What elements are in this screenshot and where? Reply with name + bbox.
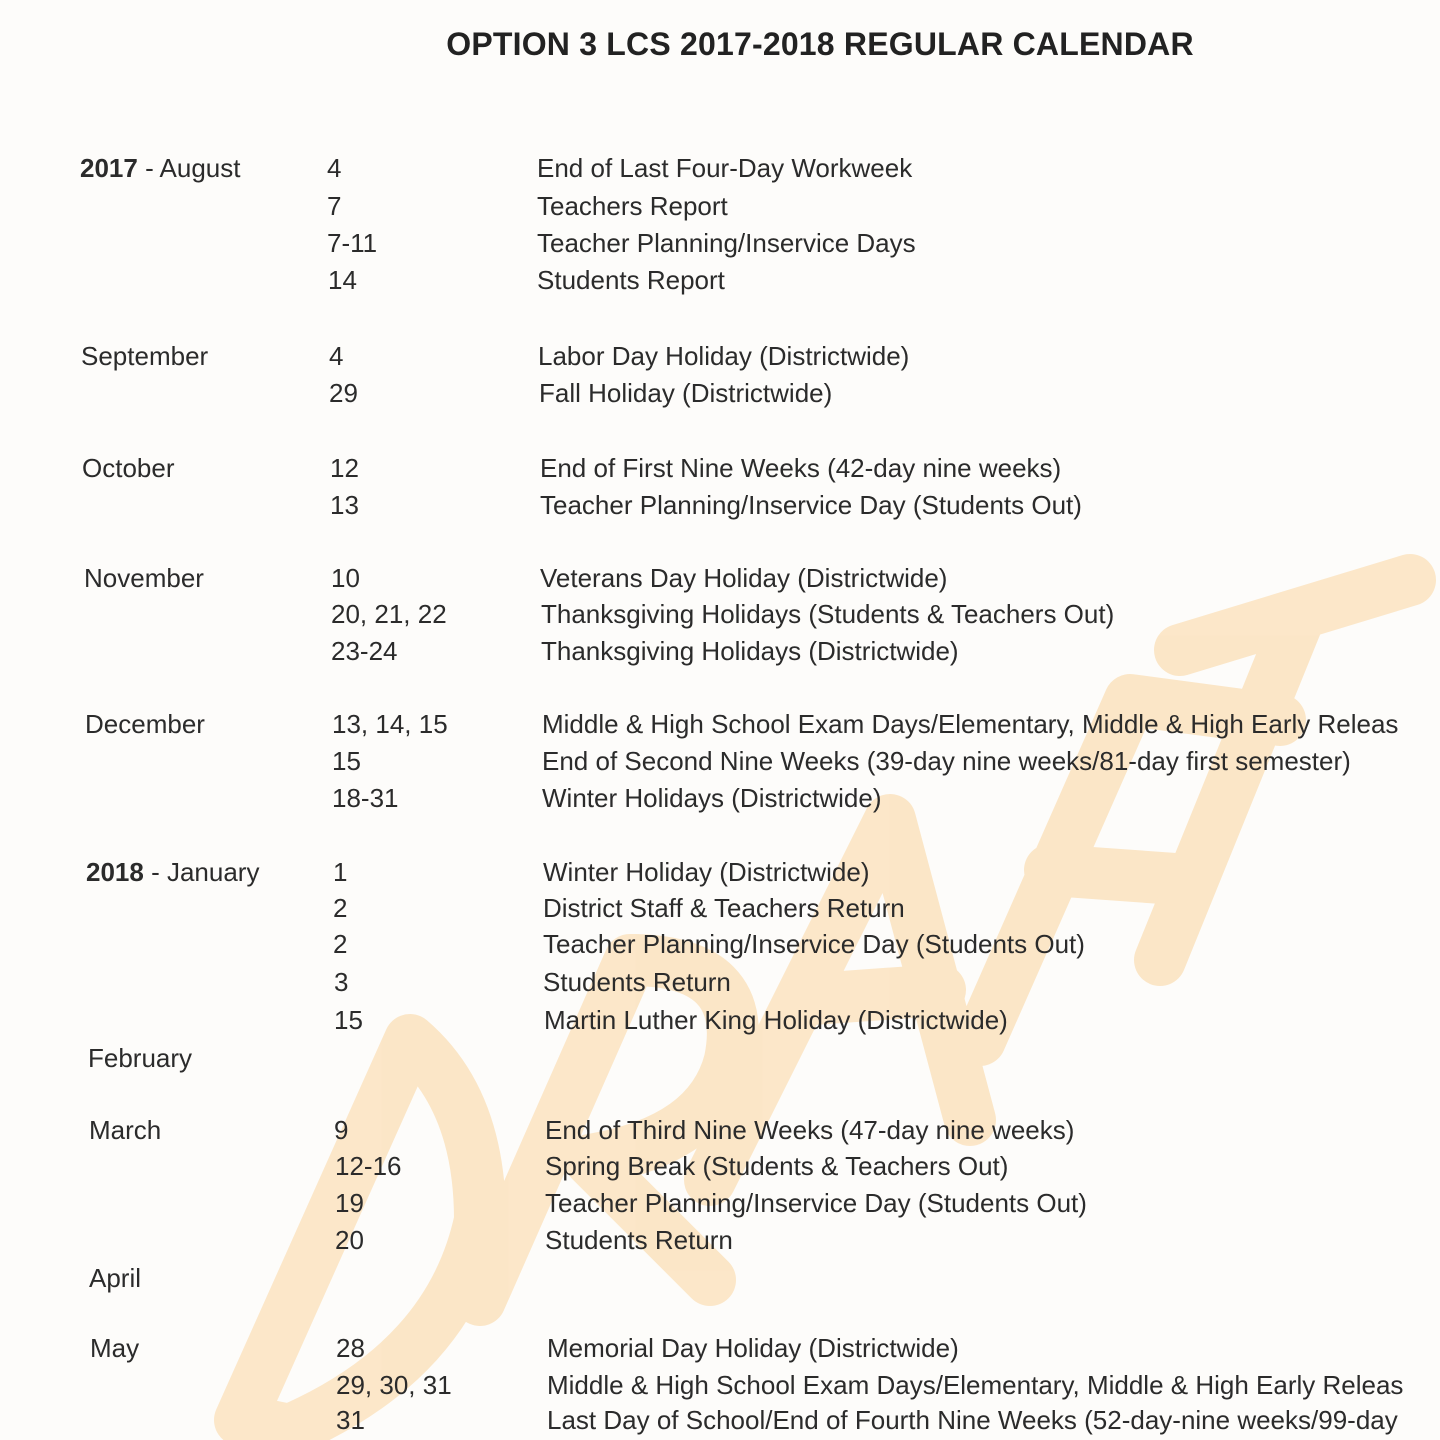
month-label	[81, 338, 321, 374]
event-date: 15	[332, 746, 361, 776]
event-description: Students Return	[545, 1225, 733, 1255]
event-date: 4	[329, 341, 344, 371]
calendar-row	[0, 1330, 1440, 1366]
event-description: Winter Holiday (Districtwide)	[543, 857, 870, 887]
calendar-row	[0, 1402, 1440, 1438]
event-description: Winter Holidays (Districtwide)	[542, 783, 882, 813]
event-description: Martin Luther King Holiday (Districtwide)	[544, 1005, 1008, 1035]
calendar-row	[0, 1185, 1440, 1221]
event-date: 29	[329, 378, 358, 408]
calendar-row	[0, 225, 1440, 261]
calendar-row	[0, 706, 1440, 742]
year-label: 2018	[86, 857, 144, 887]
event-date: 2	[333, 929, 348, 959]
event-description: Middle & High School Exam Days/Elementary, Middle & High Early Releas	[542, 709, 1399, 739]
month-name: January	[166, 857, 260, 887]
calendar-row	[0, 854, 1440, 890]
month-name: August	[159, 153, 241, 183]
event-date: 9	[334, 1115, 349, 1145]
event-date: 3	[334, 967, 349, 997]
calendar-row	[0, 1222, 1440, 1258]
event-description: Middle & High School Exam Days/Elementary, Middle & High Early Releas	[547, 1370, 1404, 1400]
event-date: 4	[327, 153, 342, 183]
event-description: Thanksgiving Holidays (Districtwide)	[541, 636, 959, 666]
month-label	[89, 1260, 329, 1296]
event-description: End of First Nine Weeks (42-day nine weeks)	[540, 453, 1062, 483]
event-date: 18-31	[332, 783, 399, 813]
calendar-row	[0, 1002, 1440, 1038]
event-description: Memorial Day Holiday (Districtwide)	[547, 1333, 959, 1363]
event-date: 19	[335, 1188, 364, 1218]
calendar-row	[0, 188, 1440, 224]
event-date: 20, 21, 22	[331, 599, 447, 629]
month-name: April	[89, 1263, 142, 1293]
event-date: 28	[336, 1333, 365, 1363]
month-name: March	[89, 1115, 162, 1145]
calendar-row	[0, 560, 1440, 596]
calendar-row	[0, 743, 1440, 779]
event-date: 29, 30, 31	[336, 1370, 452, 1400]
calendar-row	[0, 1367, 1440, 1403]
calendar-row	[0, 487, 1440, 523]
event-date: 12	[330, 453, 359, 483]
event-date: 31	[336, 1405, 365, 1435]
event-date: 15	[334, 1005, 363, 1035]
event-description: Students Return	[543, 967, 731, 997]
event-description: End of Last Four-Day Workweek	[537, 153, 913, 183]
month-name: November	[84, 563, 204, 593]
event-date: 12-16	[335, 1151, 402, 1181]
month-name: October	[82, 453, 175, 483]
calendar-row	[0, 1112, 1440, 1148]
event-date: 1	[333, 857, 348, 887]
calendar-row	[0, 1260, 1440, 1296]
event-description: Thanksgiving Holidays (Students & Teachers Out)	[541, 599, 1115, 629]
event-date: 13, 14, 15	[332, 709, 448, 739]
year-label: 2017	[80, 153, 138, 183]
month-name: May	[90, 1333, 140, 1363]
event-date: 20	[335, 1225, 364, 1255]
month-name: September	[81, 341, 209, 371]
month-name: February	[88, 1043, 193, 1073]
month-label: 2018 - January	[86, 857, 260, 887]
calendar-row	[0, 926, 1440, 962]
calendar-row	[0, 450, 1440, 486]
event-description: Teacher Planning/Inservice Day (Students Out)	[540, 490, 1082, 520]
calendar-row	[0, 964, 1440, 1000]
event-description: End of Third Nine Weeks (47-day nine weeks)	[545, 1115, 1075, 1145]
event-date: 7-11	[327, 228, 378, 258]
month-label	[85, 706, 325, 742]
event-description: Last Day of School/End of Fourth Nine Weeks (52-day-nine weeks/99-day	[547, 1405, 1398, 1435]
calendar-row	[0, 150, 1440, 186]
event-date: 10	[331, 563, 360, 593]
calendar-row	[0, 890, 1440, 926]
month-label	[90, 1330, 330, 1366]
month-name: December	[85, 709, 205, 739]
event-description: Labor Day Holiday (Districtwide)	[538, 341, 910, 371]
event-date: 7	[327, 191, 342, 221]
calendar-row	[0, 1040, 1440, 1076]
calendar-row	[0, 633, 1440, 669]
calendar-row	[0, 1148, 1440, 1184]
calendar-row	[0, 262, 1440, 298]
event-description: Students Report	[537, 265, 725, 295]
event-date: 23-24	[331, 636, 398, 666]
event-description: Teacher Planning/Inservice Day (Students Out)	[545, 1188, 1087, 1218]
event-description: Veterans Day Holiday (Districtwide)	[540, 563, 948, 593]
event-description: Teachers Report	[537, 191, 728, 221]
calendar-row	[0, 375, 1440, 411]
event-date: 13	[330, 490, 359, 520]
calendar-row	[0, 780, 1440, 816]
calendar-row	[0, 596, 1440, 632]
month-label	[82, 450, 322, 486]
event-description: Teacher Planning/Inservice Day (Students Out)	[543, 929, 1085, 959]
event-description: End of Second Nine Weeks (39-day nine weeks/81-day first semester)	[542, 746, 1351, 776]
event-description: District Staff & Teachers Return	[543, 893, 905, 923]
month-label	[84, 560, 324, 596]
month-label	[88, 1040, 328, 1076]
event-date: 2	[333, 893, 348, 923]
month-label	[89, 1112, 329, 1148]
event-description: Teacher Planning/Inservice Days	[537, 228, 916, 258]
calendar-row	[0, 338, 1440, 374]
month-label: 2017 - August	[80, 153, 241, 183]
page-title: OPTION 3 LCS 2017-2018 REGULAR CALENDAR	[446, 26, 1194, 62]
event-description: Spring Break (Students & Teachers Out)	[545, 1151, 1009, 1181]
event-date: 14	[328, 265, 357, 295]
event-description: Fall Holiday (Districtwide)	[539, 378, 833, 408]
